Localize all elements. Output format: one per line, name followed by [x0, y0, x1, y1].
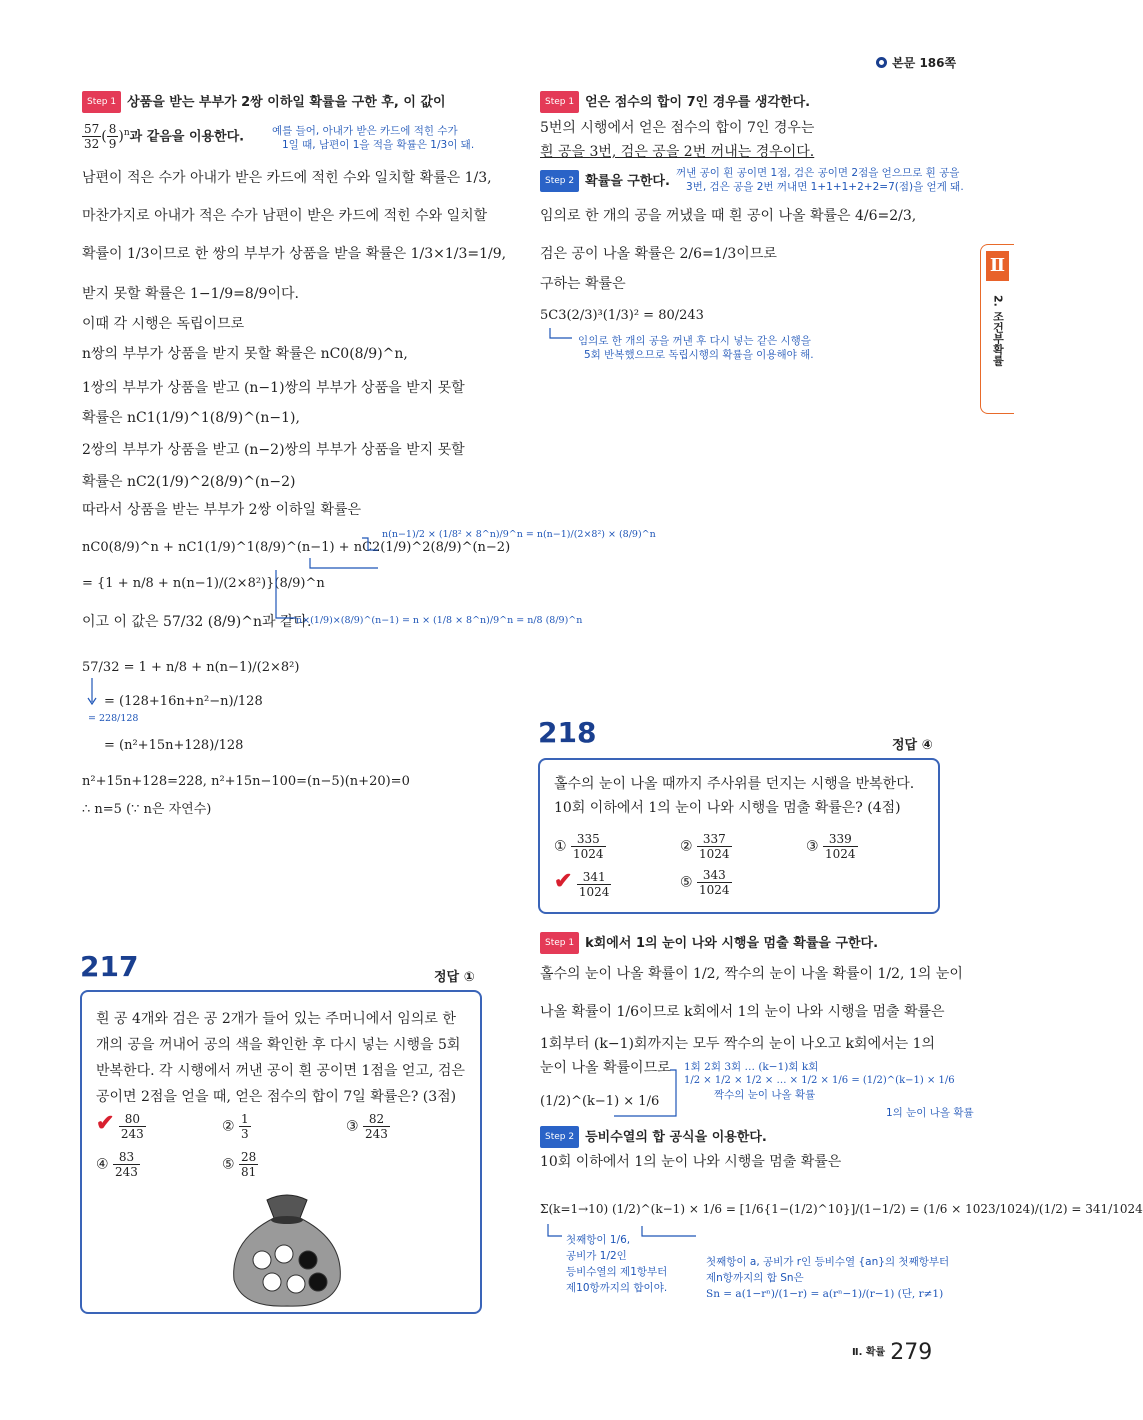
right-218-line1: 홀수의 눈이 나올 확률이 1/2, 짝수의 눈이 나올 확률이 1/2, 1의 눈이	[540, 966, 963, 982]
right-218-line7: Σ(k=1→10) (1/2)^(k−1) × 1/6 = [1/6{1−(1/2)^10}]/(1−1/2) = (1/6 × 1023/1024)/(1/2) = 341/1024	[540, 1202, 1143, 1216]
left-line18: = (128+16n+n²−n)/128	[104, 694, 263, 709]
left-note1: 예를 들어, 아내가 받은 카드에 적힌 수가 1일 때, 남편이 1을 적을 확률은 1/3이 돼.	[272, 125, 475, 151]
left-note3: n×(1/9)×(8/9)^(n−1) = n × (1/8 × 8^n)/9^n = n/8 (8/9)^n	[296, 615, 583, 626]
left-line21: ∴ n=5 (∵ n은 자연수)	[82, 802, 212, 817]
problem-217-answer: 정답 ①	[434, 970, 475, 985]
right-218-connector1	[610, 1064, 690, 1124]
right-217-line1: 5번의 시행에서 얻은 점수의 합이 7인 경우는	[540, 120, 815, 136]
page-reference: 본문 186쪽	[876, 52, 956, 71]
choice-217-1[interactable]: ✔ $\frac{80}{243}$	[96, 1110, 144, 1141]
problem-218-box	[538, 758, 940, 914]
problem-218-answer: 정답 ④	[892, 738, 933, 753]
choice-218-2[interactable]: ② $\frac{337}{1024}$	[680, 832, 730, 861]
circle-bullet-icon	[876, 57, 887, 68]
left-line4: 마찬가지로 아내가 적은 수가 남편이 받은 카드에 적힌 수와 일치할	[82, 208, 488, 224]
left-line6: 받지 못할 확률은 1−1/9=8/9이다.	[82, 286, 299, 302]
problem-217-number: 217	[80, 950, 139, 983]
right-step1-line: Step 1 얻은 점수의 합이 7인 경우를 생각한다.	[540, 91, 810, 113]
right-218-note3: 첫째항이 a, 공비가 r인 등비수열 {an}의 첫째항부터 제n항까지의 합 Sn은 Sn = a(1−rⁿ)/(1−r) = a(rⁿ−1)/(r−1) (단, r≠1)	[706, 1256, 950, 1300]
left-line11: 2쌍의 부부가 상품을 받고 (n−2)쌍의 부부가 상품을 받지 못할	[82, 442, 465, 458]
right-217-line3: 임의로 한 개의 공을 꺼냈을 때 흰 공이 나올 확률은 4/6=2/3,	[540, 208, 917, 224]
problem-218-question: 홀수의 눈이 나올 때까지 주사위를 던지는 시행을 반복한다. 10회 이하에서 1의 눈이 나와 시행을 멈출 확률은? (4점)	[554, 776, 915, 816]
choice-217-2[interactable]: ② $\frac{1}{3}$	[222, 1112, 249, 1141]
right-218-line6: 10회 이하에서 1의 눈이 나와 시행을 멈출 확률은	[540, 1154, 842, 1170]
left-line13: 따라서 상품을 받는 부부가 2쌍 이하일 확률은	[82, 502, 362, 518]
right-217-note2: 임의로 한 개의 공을 꺼낸 후 다시 넣는 같은 시행을 5회 반복했으므로 독립시행의 확률을 이용해야 해.	[578, 335, 814, 361]
choice-217-5[interactable]: ⑤ $\frac{28}{81}$	[222, 1150, 257, 1179]
right-217-line4: 검은 공이 나올 확률은 2/6=1/3이므로	[540, 246, 777, 262]
page-number: 279	[890, 1340, 933, 1365]
ball-bag-illustration	[222, 1190, 352, 1310]
left-note2: n(n−1)/2 × (1/8² × 8^n)/9^n = n(n−1)/(2×8²) × (8/9)^n	[382, 529, 656, 540]
right-218-line3: 1회부터 (k−1)회까지는 모두 짝수의 눈이 나오고 k회에서는 1의	[540, 1036, 936, 1052]
chapter-side-tab	[980, 244, 1014, 414]
left-arrow-connector	[82, 676, 104, 716]
right-217-connector	[548, 326, 578, 346]
choice-218-5[interactable]: ⑤ $\frac{343}{1024}$	[680, 868, 730, 897]
right-217-line5: 구하는 확률은	[540, 276, 626, 292]
right-218-step2: Step 2 등비수열의 합 공식을 이용한다.	[540, 1126, 767, 1148]
right-217-line6: 5C3(2/3)³(1/3)² = 80/243	[540, 308, 704, 323]
right-218-note1d: 1의 눈이 나올 확률	[886, 1107, 974, 1119]
choice-218-3[interactable]: ③ $\frac{339}{1024}$	[806, 832, 856, 861]
chapter-title: 2. 조건부확률	[991, 295, 1005, 366]
chapter-roman: Ⅱ	[986, 251, 1009, 281]
left-line17: 57/32 = 1 + n/8 + n(n−1)/(2×8²)	[82, 660, 300, 675]
left-line2: $\frac{57}{32}$ ( $\frac{8}{9}$ )$^n$과 같음을 이용한다.	[84, 122, 245, 151]
problem-217-question: 흰 공 4개와 검은 공 2개가 들어 있는 주머니에서 임의로 한 개의 공을 꺼내어 공의 색을 확인한 후 다시 넣는 시행을 5회 반복한다. 각 시행에서 꺼낸 공이 흰 공이면 1점을 얻고, 검은 공이면 2점을 얻을 때, 얻은 점수의 합이 7일 확률은? (3점)	[96, 1011, 465, 1105]
left-line10: 확률은 nC1(1/9)^1(8/9)^(n−1),	[82, 410, 300, 426]
left-line19: = (n²+15n+128)/128	[104, 738, 244, 753]
left-line12: 확률은 nC2(1/9)^2(8/9)^(n−2)	[82, 474, 296, 490]
choice-217-4[interactable]: ④ $\frac{83}{243}$	[96, 1150, 138, 1179]
left-line15: = {1 + n/8 + n(n−1)/(2×8²)}(8/9)^n	[82, 576, 325, 591]
choice-218-4[interactable]: ✔ $\frac{341}{1024}$	[554, 868, 610, 899]
left-line7: 이때 각 시행은 독립이므로	[82, 316, 245, 332]
left-line3: 남편이 적은 수가 아내가 받은 카드에 적힌 수와 일치할 확률은 1/3,	[82, 170, 492, 186]
problem-218-number: 218	[538, 716, 597, 749]
left-note4: = 228/128	[88, 713, 139, 724]
page-footer: $^{Ⅱ. 확률}$ 279	[852, 1340, 933, 1365]
checkmark-icon: ✔	[96, 1110, 115, 1136]
left-line16: 이고 이 값은 57/32 (8/9)^n과 같다.	[82, 614, 312, 630]
right-218-step1: Step 1 k회에서 1의 눈이 나와 시행을 멈출 확률을 구한다.	[540, 932, 878, 954]
left-line9: 1쌍의 부부가 상품을 받고 (n−1)쌍의 부부가 상품을 받지 못할	[82, 380, 465, 396]
choice-217-3[interactable]: ③ $\frac{82}{243}$	[346, 1112, 388, 1141]
left-line14: nC0(8/9)^n + nC1(1/9)^1(8/9)^(n−1) + nC2(1/9)^2(8/9)^(n−2)	[82, 540, 511, 555]
right-218-note1: 1회 2회 3회 … (k−1)회 k회 1/2 × 1/2 × 1/2 × … × 1/2 × 1/6 = (1/2)^(k−1) × 1/6 짝수의 눈이 나올 확률	[684, 1061, 955, 1101]
right-217-note1: 꺼낸 공이 흰 공이면 1점, 검은 공이면 2점을 얻으므로 흰 공을 3번, 검은 공을 2번 꺼내면 1+1+1+2+2=7(점)을 얻게 돼.	[676, 167, 964, 193]
right-217-step2: Step 2 확률을 구한다.	[540, 170, 670, 192]
left-line20: n²+15n+128=228, n²+15n−100=(n−5)(n+20)=0	[82, 774, 410, 789]
left-line8: n쌍의 부부가 상품을 받지 못할 확률은 nC0(8/9)^n,	[82, 346, 408, 362]
right-218-line2: 나올 확률이 1/6이므로 k회에서 1의 눈이 나와 시행을 멈출 확률은	[540, 1004, 945, 1020]
left-line5: 확률이 1/3이므로 한 쌍의 부부가 상품을 받을 확률은 1/3×1/3=1/9,	[82, 246, 507, 262]
checkmark-icon: ✔	[554, 868, 573, 894]
right-218-line5: (1/2)^(k−1) × 1/6	[540, 1094, 660, 1109]
problem-217-box	[80, 990, 482, 1314]
left-step1-line: Step 1 상품을 받는 부부가 2쌍 이하일 확률을 구한 후, 이 값이	[82, 91, 446, 113]
right-217-line2: 흰 공을 3번, 검은 공을 2번 꺼내는 경우이다.	[540, 144, 815, 160]
choice-218-1[interactable]: ① $\frac{335}{1024}$	[554, 832, 604, 861]
right-218-note2: 첫째항이 1/6, 공비가 1/2인 등비수열의 제1항부터 제10항까지의 합이야.	[566, 1234, 668, 1294]
right-218-line4: 눈이 나올 확률이므로	[540, 1060, 671, 1076]
